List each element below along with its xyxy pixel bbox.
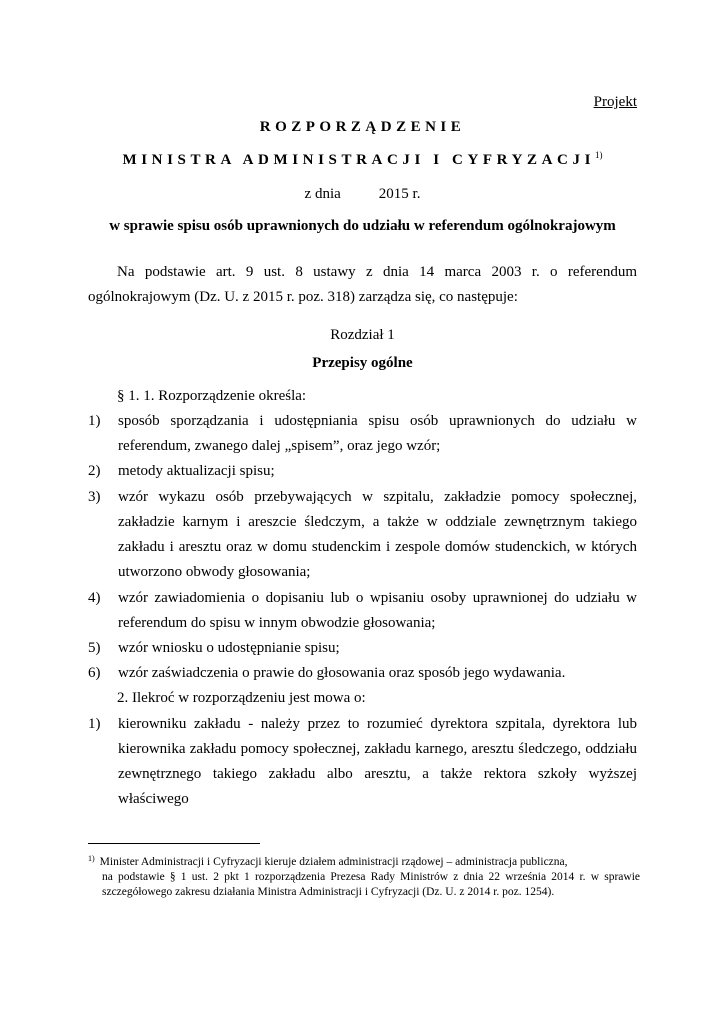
date-year: 2015 r. bbox=[378, 186, 421, 202]
footnote-reference: 1) bbox=[595, 150, 603, 160]
list-item-text: wzór zawiadomienia o dopisaniu lub o wpisaniu osoby uprawnionej do udziału w referendum do spisu w innym obwodzie głosowania; bbox=[118, 590, 637, 631]
date-line bbox=[88, 186, 637, 203]
preamble: Na podstawie art. 9 ust. 8 ustawy z dnia 14 marca 2003 r. o referendum ogólnokrajowym (Dz. U. z 2015 r. poz. 318) zarządza się, co następuje: bbox=[88, 264, 637, 305]
chapter-title: Przepisy ogólne bbox=[312, 355, 413, 371]
list-item-text: metody aktualizacji spisu; bbox=[118, 463, 275, 479]
document-subject: w sprawie spisu osób uprawnionych do udziału w referendum ogólnokrajowym bbox=[109, 218, 616, 234]
list-item-text: wzór zaświadczenia o prawie do głosowania oraz sposób jego wydawania. bbox=[118, 665, 566, 681]
footnote bbox=[88, 851, 640, 900]
list-item-number: 6) bbox=[88, 665, 101, 681]
issuer-title bbox=[88, 150, 637, 169]
projekt-label: Projekt bbox=[593, 94, 637, 110]
date-prefix: z dnia bbox=[304, 186, 341, 202]
document-title: ROZPORZĄDZENIE bbox=[259, 119, 466, 135]
chapter-number: Rozdział 1 bbox=[330, 327, 395, 343]
footnote-text-continuation: na podstawie § 1 ust. 2 pkt 1 rozporządzenia Prezesa Rady Ministrów z dnia 22 września 2014 r. w sprawie szczegółowego zakresu działania Ministra Administracji i Cyfryzacji (Dz. U. z 2014 r. poz. 1254). bbox=[102, 871, 640, 898]
footnote-text-line1: Minister Administracji i Cyfryzacji kieruje działem administracji rządowej – administracja publiczna, bbox=[99, 856, 568, 868]
list-item-number: 1) bbox=[88, 413, 101, 429]
list-item-text: wzór wniosku o udostępnianie spisu; bbox=[118, 640, 340, 656]
list-item-number: 2) bbox=[88, 463, 101, 479]
section-1-para-2-intro: 2. Ilekroć w rozporządzeniu jest mowa o: bbox=[117, 690, 366, 706]
footnote-separator bbox=[88, 843, 260, 844]
footnote-mark: 1) bbox=[88, 854, 95, 863]
list-item-number: 4) bbox=[88, 590, 101, 606]
list-item-number: 1) bbox=[88, 716, 101, 732]
list-item-number: 3) bbox=[88, 489, 101, 505]
section-1-intro: § 1. 1. Rozporządzenie określa: bbox=[117, 388, 307, 404]
list-item-number: 5) bbox=[88, 640, 101, 656]
list-item-text: kierowniku zakładu - należy przez to rozumieć dyrektora szpitala, dyrektora lub kierownika zakładu pomocy społecznej, zakładu karnego, aresztu śledczego, oddziału zewnętrznego takiego zakładu albo aresztu, a także rektora szkoły wyższej właściwego bbox=[118, 716, 637, 807]
list-item-text: sposób sporządzania i udostępniania spisu osób uprawnionych do udziału w referendum, zwanego dalej „spisem”, oraz jego wzór; bbox=[118, 413, 637, 454]
issuer-name: MINISTRA ADMINISTRACJI I CYFRYZACJI bbox=[122, 152, 596, 168]
list-item-text: wzór wykazu osób przebywających w szpitalu, zakładzie pomocy społecznej, zakładzie karnym i areszcie śledczym, a także w oddziale zewnętrznym takiego zakładu i aresztu oraz w domu studenckim i zespole domów studenckich, w których utworzono obwody głosowania; bbox=[118, 489, 637, 580]
